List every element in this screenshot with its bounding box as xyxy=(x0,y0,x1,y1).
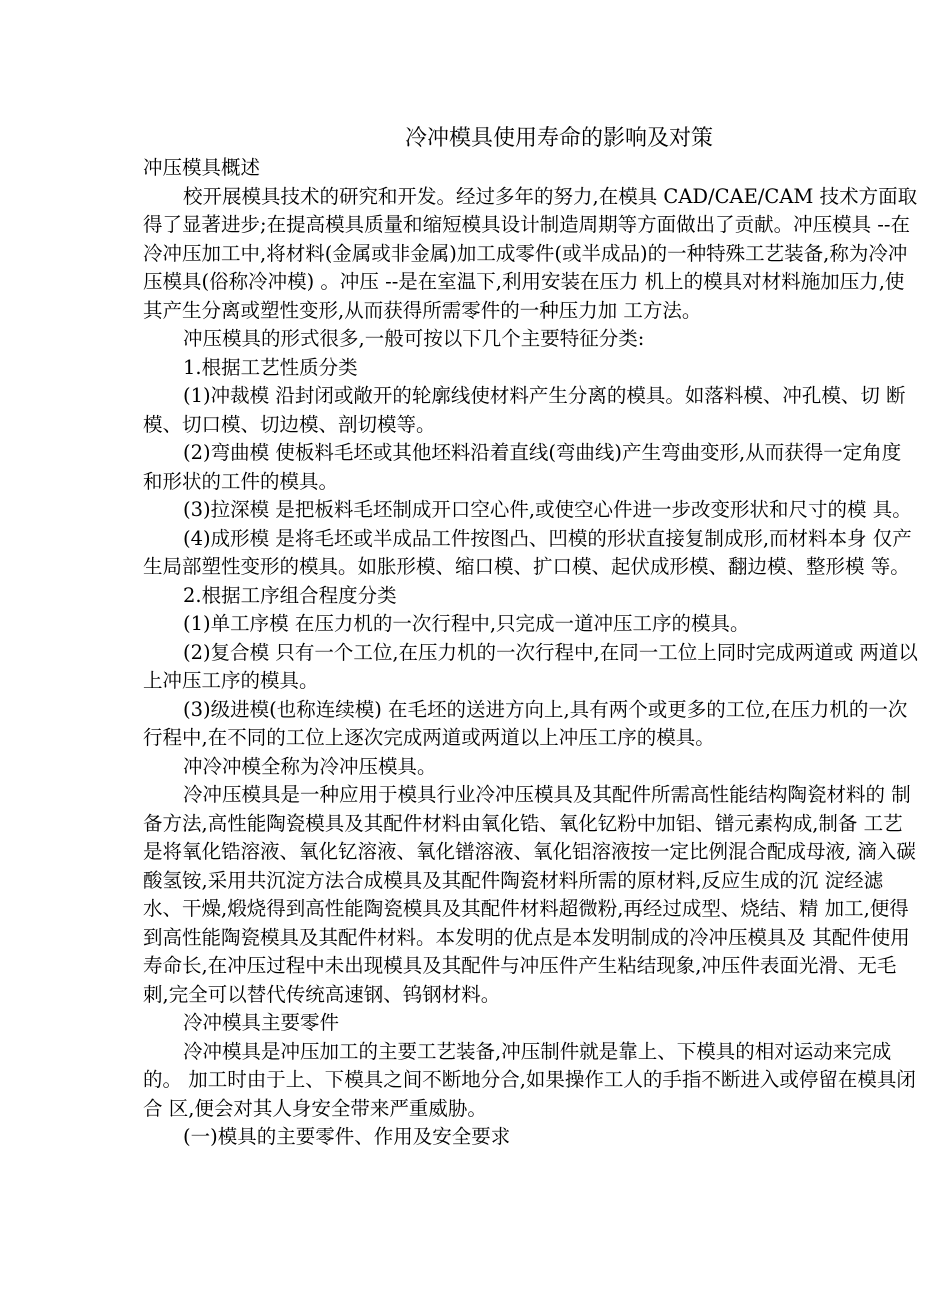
paragraph: 冷冲模具主要零件 xyxy=(183,1011,340,1034)
section-heading: 冲压模具概述 xyxy=(143,156,261,179)
paragraph: 1.根据工艺性质分类 xyxy=(183,355,358,379)
document-title: 冷冲模具使用寿命的影响及对策 xyxy=(405,126,714,151)
paragraph: 校开展模具技术的研究和开发。经过多年的努力,在模具 CAD/CAE/CAM 技术方面取 得了显著进步;在提高模具质量和缩短模具设计制造周期等方面做出了贡献。冲压模具 --在冷冲压加工中,将材料(金属或非金属)加工成零件(或半成品)的一种特殊工艺装备,称为冷冲压模具(俗称冷冲模) 。冲压 --是在室温下,利用安装在压力 机上的模具对材料施加压力,使其产生分离或塑性变形,从而获得所需零件的一种压力加 工方法。 xyxy=(143,184,918,322)
paragraph: (2)弯曲模 使板料毛坯或其他坯料沿着直线(弯曲线)产生弯曲变形,从而获得一定角度和形状的工件的模具。 xyxy=(143,441,902,493)
paragraph: (4)成形模 是将毛坯或半成品工件按图凸、凹模的形状直接复制成形,而材料本身 仅产生局部塑性变形的模具。如胀形模、缩口模、扩口模、起伏成形模、翻边模、整形模 等。 xyxy=(143,526,912,578)
paragraph: 冷冲压模具是一种应用于模具行业冷冲压模具及其配件所需高性能结构陶瓷材料的 制备方法,高性能陶瓷模具及其配件材料由氧化锆、氧化钇粉中加铝、镨元素构成,制备 工艺是将氧化锆溶液、氧化钇溶液、氧化镨溶液、氧化铝溶液按一定比例混合配成母液, 滴入碳酸氢铵,采用共沉淀方法合成模具及其配件陶瓷材料所需的原材料,反应生成的沉 淀经滤水、干燥,煅烧得到高性能陶瓷模具及其配件材料超微粉,再经过成型、烧结、精 加工,便得到高性能陶瓷模具及其配件材料。本发明的优点是本发明制成的冷冲压模具及 其配件使用寿命长,在冲压过程中未出现模具及其配件与冲压件产生粘结现象,冲压件表面光滑、无毛刺,完全可以替代传统高速钢、钨钢材料。 xyxy=(143,783,916,1006)
paragraph: (1)单工序模 在压力机的一次行程中,只完成一道冲压工序的模具。 xyxy=(183,612,750,635)
paragraph: (一)模具的主要零件、作用及安全要求 xyxy=(183,1125,511,1148)
paragraph: (3)级进模(也称连续模) 在毛坯的送进方向上,具有两个或更多的工位,在压力机的一次行程中,在不同的工位上逐次完成两道或两道以上冲压工序的模具。 xyxy=(143,697,908,749)
paragraph: (3)拉深模 是把板料毛坯制成开口空心件,或使空心件进一步改变形状和尺寸的模 具。 xyxy=(183,498,912,521)
paragraph: 冲冷冲模全称为冷冲压模具。 xyxy=(183,754,437,778)
paragraph: (1)冲裁模 沿封闭或敞开的轮廓线使材料产生分离的模具。如落料模、冲孔模、切 断模、切口模、切边模、剖切模等。 xyxy=(143,384,906,436)
paragraph: 2.根据工序组合程度分类 xyxy=(183,583,397,607)
paragraph: (2)复合模 只有一个工位,在压力机的一次行程中,在同一工位上同时完成两道或 两道以上冲压工序的模具。 xyxy=(143,640,918,692)
paragraph: 冲压模具的形式很多,一般可按以下几个主要特征分类: xyxy=(183,327,645,350)
document-body xyxy=(143,154,918,1152)
paragraph: 冷冲模具是冲压加工的主要工艺装备,冲压制件就是靠上、下模具的相对运动来完成的。 加工时由于上、下模具之间不断地分合,如果操作工人的手指不断进入或停留在模具闭合 区,便会对其人身安全带来严重威胁。 xyxy=(143,1039,916,1120)
